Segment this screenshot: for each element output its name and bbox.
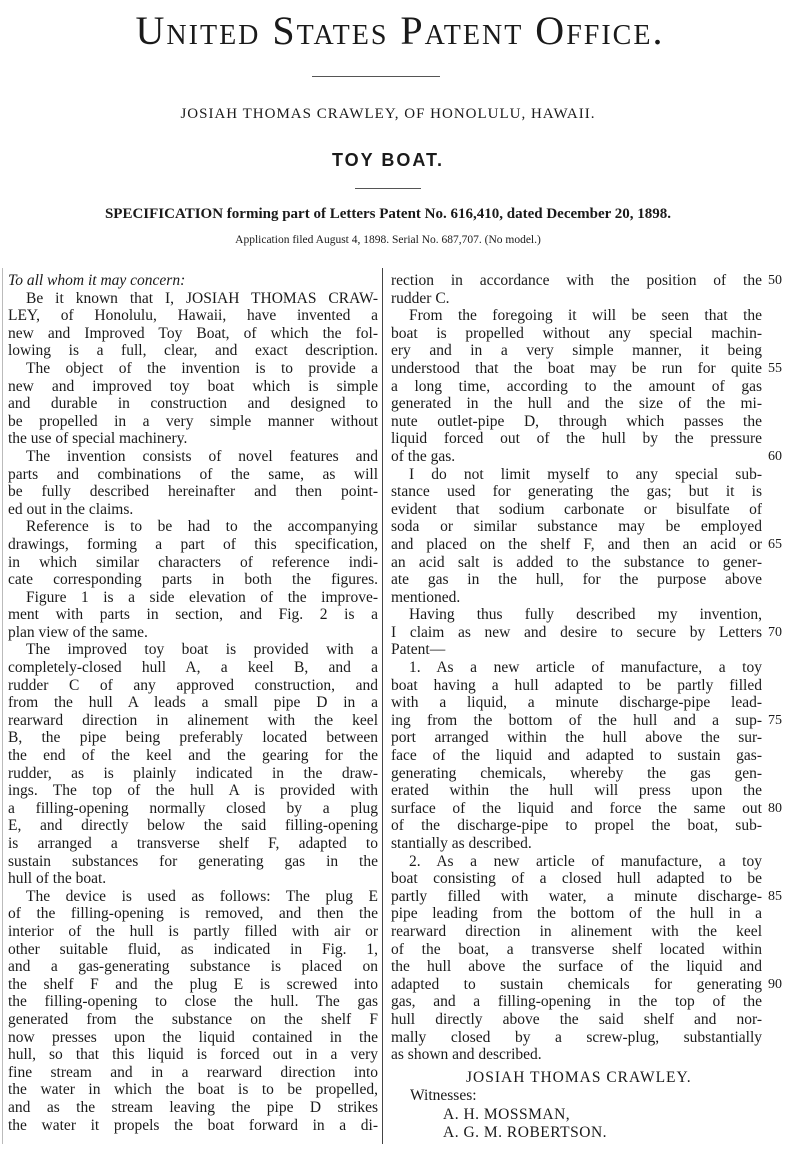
text-line: rudder, as is plainly indicated in the draw- <box>8 764 378 782</box>
text-line: boat consisting of a closed hull adapted to be <box>391 870 762 888</box>
text-line: hull directly above the said shelf and nor- <box>391 1010 762 1028</box>
text-line: and placed on the shelf F, and then an acid or <box>391 535 762 553</box>
inventor-signature: JOSIAH THOMAS CRAWLEY. <box>466 1069 692 1086</box>
text-line: stantially as described. <box>391 835 532 852</box>
line-number: 80 <box>768 801 782 816</box>
line-number: 75 <box>768 713 782 728</box>
text-line: new and Improved Toy Boat, of which the fol- <box>8 324 378 342</box>
line-number: 50 <box>768 273 782 288</box>
text-line: from the hull A leads a small pipe D in a <box>8 694 378 712</box>
text-line: is arranged a transverse shelf F, adapted to <box>8 835 378 852</box>
text-line: Having thus fully described my invention, <box>409 606 762 624</box>
text-line: ment with parts in section, and Fig. 2 is a <box>8 606 378 624</box>
text-line: The object of the invention is to provide a <box>26 359 378 377</box>
text-line: other suitable fluid, as indicated in Fig. 1, <box>8 940 378 958</box>
text-line: as shown and described. <box>391 1046 542 1064</box>
text-line: 1. As a new article of manufacture, a toy <box>409 659 762 677</box>
text-line: parts and combinations of the same, as will <box>8 465 378 483</box>
text-line: the water in which the boat is to be propelled, <box>8 1081 378 1099</box>
title-rule <box>312 76 440 77</box>
text-line: the use of special machinery. <box>8 430 188 448</box>
text-line: pipe leading from the bottom of the hull in a <box>391 905 762 923</box>
text-line: I do not limit myself to any special sub- <box>409 465 762 483</box>
spec-middle: forming part of Letters Patent No. 616,410, dated December 20, 1898. <box>226 206 672 222</box>
text-line: and a gas-generating substance is placed on <box>8 958 378 976</box>
text-line: ings. The top of the hull A is provided with <box>8 782 378 800</box>
text-line: generated in the hull and the size of the mi- <box>391 395 762 413</box>
line-number: 85 <box>768 889 782 904</box>
text-line: and as the stream leaving the pipe D strikes <box>8 1098 378 1116</box>
text-line: a filling-opening normally closed by a plug <box>8 799 378 817</box>
text-line: now presses upon the liquid contained in the <box>8 1028 378 1046</box>
text-line: completely-closed hull A, a keel B, and a <box>8 659 378 677</box>
line-number: 60 <box>768 449 782 464</box>
text-line: rudder C. <box>391 289 450 307</box>
text-line: the shelf F and the plug E is screwed into <box>8 975 378 993</box>
text-line: liquid forced out of the hull by the pressure <box>391 430 762 448</box>
text-line: evident that sodium carbonate or bisulfate of <box>391 500 762 518</box>
text-line: an acid salt is added to the substance to gener- <box>391 553 762 571</box>
text-line: LEY, of Honolulu, Hawaii, have invented a <box>8 307 378 325</box>
text-line: rearward direction in alinement with the keel <box>8 711 378 729</box>
text-line: lowing is a full, clear, and exact description. <box>8 342 378 360</box>
text-line: a long time, according to the amount of gas <box>391 377 762 395</box>
text-line: the end of the keel and the gearing for the <box>8 747 378 765</box>
text-line: E, and directly below the said filling-opening <box>8 817 378 835</box>
text-line: ing from the bottom of the hull and a sup- <box>391 711 762 729</box>
line-number: 55 <box>768 361 782 376</box>
text-line: surface of the liquid and force the same out <box>391 799 762 817</box>
text-line: ery and in a very simple manner, it being <box>391 342 762 360</box>
text-line: From the foregoing it will be seen that the <box>409 307 762 325</box>
text-line: The invention consists of novel features and <box>26 447 378 465</box>
left-column <box>8 272 378 1134</box>
text-line: of the boat, a transverse shelf located within <box>391 940 762 958</box>
line-number: 90 <box>768 977 782 992</box>
witness-1: A. H. MOSSMAN, <box>443 1106 571 1123</box>
text-line: generating chemicals, whereby the gas gen- <box>391 764 762 782</box>
text-line: be propelled in a very simple manner without <box>8 412 378 430</box>
text-line: of the gas. <box>391 447 456 465</box>
text-line: fine stream and in a rearward direction into <box>8 1063 378 1081</box>
text-line: 2. As a new article of manufacture, a toy <box>409 852 762 870</box>
left-margin-rule <box>2 268 3 1144</box>
right-column <box>391 272 762 1064</box>
specification-line <box>0 206 776 223</box>
text-line: new and improved toy boat which is simple <box>8 377 378 395</box>
text-line: ed out in the claims. <box>8 500 134 518</box>
text-line: generated from the substance on the shelf F <box>8 1010 378 1028</box>
text-line: interior of the hull is partly filled with air or <box>8 922 378 940</box>
text-line: soda or similar substance may be employed <box>391 518 762 536</box>
text-line: rection in accordance with the position of the <box>391 272 762 289</box>
column-divider <box>382 268 383 1144</box>
text-line: the filling-opening to close the hull. The gas <box>8 993 378 1011</box>
text-line: Patent— <box>391 641 446 659</box>
text-line: Reference is to be had to the accompanying <box>26 518 378 536</box>
witness-2: A. G. M. ROBERTSON. <box>443 1124 608 1141</box>
text-line: be fully described hereinafter and then point- <box>8 483 378 501</box>
line-number: 70 <box>768 625 782 640</box>
text-line: port arranged within the hull above the sur- <box>391 729 762 747</box>
text-line: of the discharge-pipe to propel the boat, sub- <box>391 817 762 835</box>
inventor-line: JOSIAH THOMAS CRAWLEY, OF HONOLULU, HAWAII. <box>180 106 596 122</box>
text-line: adapted to sustain chemicals for generating <box>391 975 762 993</box>
line-number: 65 <box>768 537 782 552</box>
witnesses-label: Witnesses: <box>410 1087 477 1104</box>
text-line: gas, and a filling-opening in the top of the <box>391 993 762 1011</box>
text-line: The device is used as follows: The plug E <box>26 887 378 905</box>
subtitle-rule <box>355 188 421 189</box>
text-line: drawings, forming a part of this specification, <box>8 535 378 553</box>
text-line: erated within the hull will press upon the <box>391 782 762 800</box>
text-line: Figure 1 is a side elevation of the improve- <box>26 588 378 606</box>
text-line: rudder C of any approved construction, and <box>8 676 378 694</box>
text-line: cate corresponding parts in both the figures. <box>8 571 378 589</box>
text-line: understood that the boat may be run for quite <box>391 359 762 377</box>
text-line: the hull above the surface of the liquid and <box>391 958 762 976</box>
text-line: and durable in construction and designed to <box>8 395 378 413</box>
office-title: United States Patent Office. <box>135 8 665 53</box>
text-line: The improved toy boat is provided with a <box>26 641 378 659</box>
text-line: in which similar characters of reference indi- <box>8 553 378 571</box>
text-line: Be it known that I, JOSIAH THOMAS CRAW- <box>26 289 378 307</box>
text-line: I claim as new and desire to secure by Letters <box>391 623 762 641</box>
text-line: sustain substances for generating gas in the <box>8 852 378 870</box>
text-line: mally closed by a screw-plug, substantially <box>391 1028 762 1046</box>
text-line: boat is propelled without any special machin- <box>391 324 762 342</box>
text-line: ate gas in the hull, for the purpose above <box>391 571 762 589</box>
application-filed-line: Application filed August 4, 1898. Serial No. 687,707. (No model.) <box>235 234 541 246</box>
text-line: rearward direction in alinement with the keel <box>391 922 762 940</box>
text-line: plan view of the same. <box>8 623 148 641</box>
document-title: TOY BOAT. <box>331 150 445 170</box>
text-line: mentioned. <box>391 588 461 606</box>
text-line: nute outlet-pipe D, through which passes the <box>391 412 762 430</box>
text-line: face of the liquid and adapted to sustain gas- <box>391 747 762 765</box>
text-line: To all whom it may concern: <box>8 272 186 289</box>
text-line: with a liquid, a minute discharge-pipe lead- <box>391 694 762 712</box>
text-line: B, the pipe being preferably located between <box>8 729 378 747</box>
text-line: of the filling-opening is removed, and then the <box>8 905 378 923</box>
text-line: stance used for generating the gas; but it is <box>391 483 762 501</box>
spec-prefix: SPECIFICATION <box>104 206 224 222</box>
text-line: hull, so that this liquid is forced out in a very <box>8 1046 378 1064</box>
text-line: hull of the boat. <box>8 870 107 888</box>
text-line: partly filled with water, a minute discharge- <box>391 887 762 905</box>
text-line: boat having a hull adapted to be partly filled <box>391 676 762 694</box>
text-line: the water it propels the boat forward in a di- <box>8 1116 378 1134</box>
